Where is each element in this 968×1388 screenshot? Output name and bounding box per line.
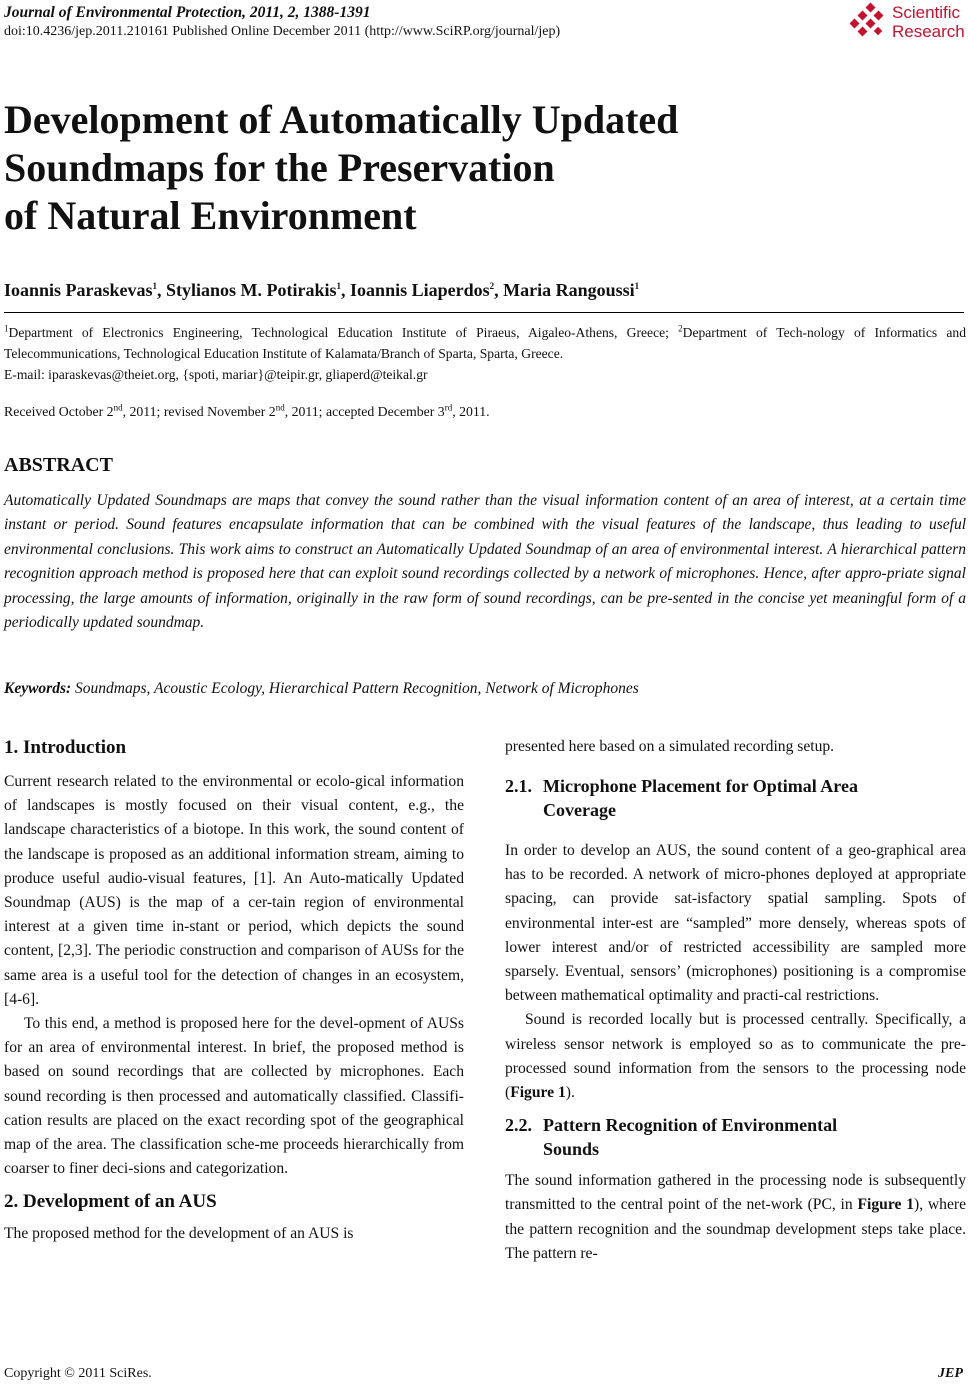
subsection-number: 2.1. [505,776,532,796]
paragraph: To this end, a method is proposed here for the devel-opment of AUSs for an area of environmental interest. In brief, the proposed method is based on sound recordings that are collected by microphones. Each sound recording is then processed and automatically classified. Classifi-cation results are placed on the exact recording spot of the geographical map of the area. The classification sche-me proceeds hierarchically from coarser to finer deci-sions and categorization. [4,1015,464,1178]
paper-title [4,96,904,240]
email-line: E-mail: iparaskevas@theiet.org, {spoti, mariar}@teipir.gr, gliaperd@teikal.gr [4,367,428,382]
paragraph: Sound is recorded locally but is processed centrally. Specifically, a wireless sensor network is employed so as to communicate the pre-processed sound information from the sensors to the processing node (Figure 1). [505,1011,966,1102]
subsection-heading: 2.2. Pattern Recognition of Environmental Sounds [505,1115,838,1160]
author-name: Maria Rangoussi [503,280,635,300]
title-line: Development of Automatically Updated [4,97,679,142]
title-line: Soundmaps for the Preservation [4,145,555,190]
abstract-heading: ABSTRACT [4,454,113,476]
figure-reference: Figure 1 [857,1196,914,1214]
subsection-heading: 2.1. Microphone Placement for Optimal Area Coverage [505,776,858,820]
paragraph-continued: presented here based on a simulated recording setup. [505,738,835,755]
publisher-logo [850,2,968,42]
author-name: Ioannis Liaperdos [350,280,490,300]
section-heading: 1. Introduction [4,737,127,758]
header-divider [4,312,964,313]
doi-line: doi:10.4236/jep.2011.210161 Published Online December 2011 (http://www.SciRP.org/journal/jep) [4,24,561,39]
right-column [505,839,966,1266]
logo-word-1: Scientific [892,3,961,22]
journal-details: , 2011, 2, 1388-1391 [242,4,371,21]
author-name: Stylianos M. Potirakis [166,280,337,300]
journal-abbreviation: JEP [938,1366,963,1381]
paragraph: In order to develop an AUS, the sound content of a geo-graphical area has to be recorded. A network of micro-phones deployed at appropriate spacing, can provide sat-isfactory spatial sampling. Spots of environmental inter-est are “sampled” more densely, whereas spots of lower interest and/or of restricted accessibility are sampled more sparsely. Eventual, sensors’ (microphones) positioning is a compromise between mathematical optimality and practi-cal restrictions. [505,842,966,1005]
subsection-number: 2.2. [505,1115,532,1136]
keywords-list: Soundmaps, Acoustic Ecology, Hierarchical Pattern Recognition, Network of Microphones [75,680,639,697]
copyright: Copyright © 2011 SciRes. [4,1366,152,1381]
logo-word-2: Research [892,22,965,41]
author-affiliation-mark: 1 [634,281,640,291]
title-line: of Natural Environment [4,193,417,238]
figure-reference: Figure 1 [510,1084,566,1102]
logo-mark-icon [850,2,890,42]
author-affiliation-mark: 1 [152,281,158,291]
keywords: Keywords: Soundmaps, Acoustic Ecology, Hierarchical Pattern Recognition, Network of Microphones [4,680,639,697]
keywords-label: Keywords [4,680,66,697]
author-affiliation-mark: 1 [336,281,342,291]
affiliation-text: $^1$Department of Electronics Engineering, Technological Education Institute of Piraeus, Aigaleo-Athens, Greece; $^2$Department of Tech-nology of Informatics and Telecommunications, Technological Education Institute of Kalamata/Branch of Sparta, Sparta, Greece. [4,323,966,361]
received-dates: Received October 2nd, 2011; revised November 2nd, 2011; accepted December 3rd, 2011. [4,402,490,419]
paragraph: The sound information gathered in the processing node is subsequently transmitted to the central point of the net-work (PC, in Figure 1), where the pattern recognition and the soundmap development steps take place. The pattern re- [505,1172,966,1262]
paragraph: Current research related to the environmental or ecolo-gical information of landscapes is mostly focused on their visual content, e.g., the landscape characteristics of a biotope. In this work, the sound content of the landscape is proposed as an additional information stream, aiming to produce useful audio-visual features, [1]. An Auto-matically Updated Soundmap (AUS) is the map of a cer-tain region of environmental interest at a given time in-stant or period, which depicts the sound content, [2,3]. The periodic construction and comparison of AUSs for the same area is a useful tool for the detection of changes in an ecosystem, [4-6]. [4,773,464,1008]
author-name: Ioannis Paraskevas [4,280,153,300]
author-list: Ioannis Paraskevas$^1$, Stylianos M. Potirakis$^1$, Ioannis Liaperdos$^2$, Maria Rangoussi$^1$ [4,280,640,300]
abstract-text: Automatically Updated Soundmaps are maps that convey the sound rather than the visual information content of an area of interest, at a certain time instant or period. Sound features encapsulate information that can be combined with the visual features of the landscape, thus leading to useful environmental conclusions. This work aims to construct an Automatically Updated Soundmap of an area of environmental interest. A hierarchical pattern recognition approach method is proposed here that can exploit sound recordings collected by a network of microphones. Hence, after appro-priate signal processing, the large amounts of information, originally in the raw form of sound recordings, can be pre-sented in the concise yet meaningful form of a periodically updated soundmap. [4,492,966,632]
journal-header [4,4,370,22]
author-affiliation-mark: 2 [489,281,495,291]
left-column [4,737,464,1246]
paragraph: The proposed method for the development of an AUS is [4,1224,354,1242]
section-heading: 2. Development of an AUS [4,1191,217,1213]
journal-name: Journal of Environmental Protection [4,4,243,21]
affiliations [4,322,966,385]
